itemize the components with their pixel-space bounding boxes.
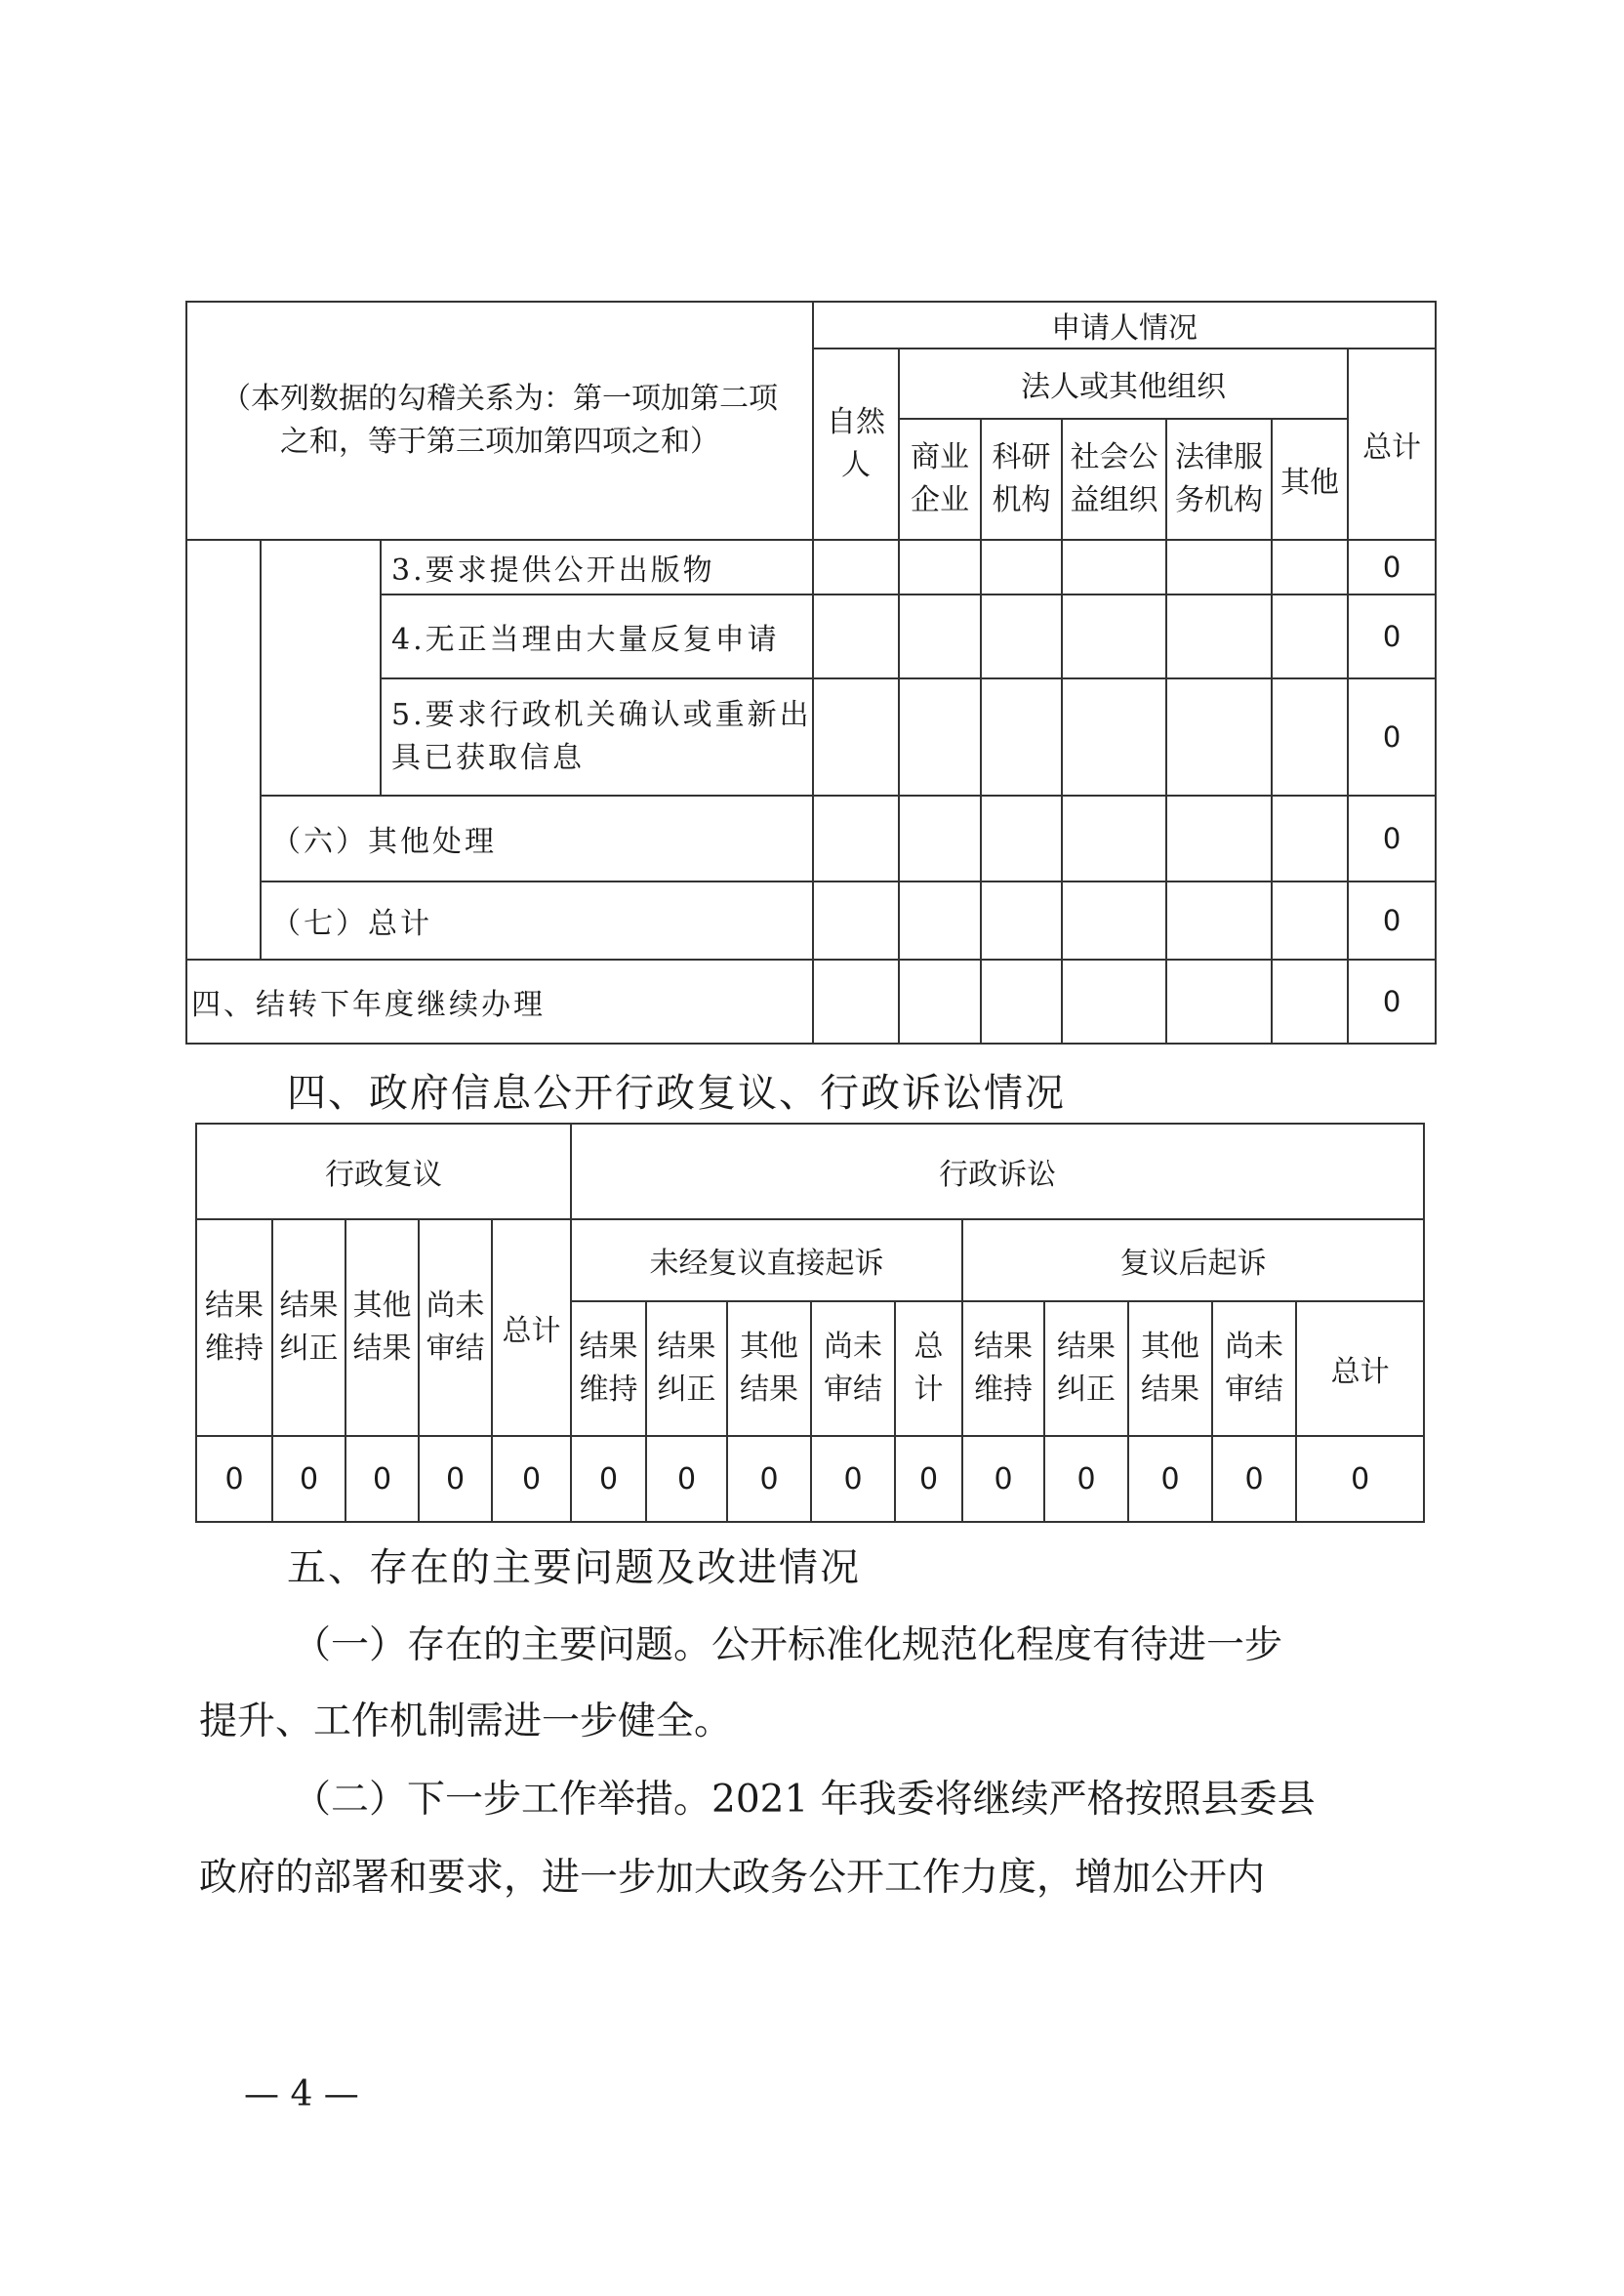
table-row xyxy=(196,1436,1424,1522)
paragraph-line: （二）下一步工作举措。2021 年我委将继续严格按照县委县 xyxy=(293,1778,1316,1822)
col-header: 结果 纠正 xyxy=(1044,1301,1128,1436)
value-cell: 0 xyxy=(962,1436,1044,1522)
col-header: 商业 企业 xyxy=(899,419,981,540)
col-header: 尚未 审结 xyxy=(811,1301,895,1436)
row-total: 0 xyxy=(1348,540,1436,594)
section5-heading: 五、存在的主要问题及改进情况 xyxy=(287,1545,861,1590)
row-total: 0 xyxy=(1348,960,1436,1044)
value-cell: 0 xyxy=(895,1436,962,1522)
col-header: 结果 维持 xyxy=(196,1219,272,1436)
col-header: 其他 结果 xyxy=(345,1219,419,1436)
table-row xyxy=(186,540,1436,594)
col-header: 其他 xyxy=(1272,419,1348,540)
col-header: 结果 纠正 xyxy=(272,1219,345,1436)
paragraph-line: （一）存在的主要问题。公开标准化规范化程度有待进一步 xyxy=(293,1623,1283,1667)
col-header: 其他 结果 xyxy=(727,1301,811,1436)
paragraph-line: 提升、工作机制需进一步健全。 xyxy=(199,1700,733,1743)
natural-person-header: 自然 人 xyxy=(813,348,899,540)
value-cell: 0 xyxy=(811,1436,895,1522)
paragraph-line: 政府的部署和要求，进一步加大政务公开工作力度，增加公开内 xyxy=(199,1856,1266,1900)
section4-heading: 四、政府信息公开行政复议、行政诉讼情况 xyxy=(287,1071,1066,1116)
applicant-header: 申请人情况 xyxy=(813,302,1436,348)
col-header: 其他 结果 xyxy=(1128,1301,1212,1436)
value-cell: 0 xyxy=(272,1436,345,1522)
value-cell: 0 xyxy=(1212,1436,1296,1522)
col-header: 社会公 益组织 xyxy=(1062,419,1166,540)
legal-org-header: 法人或其他组织 xyxy=(899,348,1348,419)
row-label: （六）其他处理 xyxy=(261,796,813,882)
col-header: 结果 维持 xyxy=(962,1301,1044,1436)
total-header: 总计 xyxy=(1348,348,1436,540)
value-cell: 0 xyxy=(345,1436,419,1522)
value-cell: 0 xyxy=(727,1436,811,1522)
row-label: 5.要求行政机关确认或重新出 具已获取信息 xyxy=(381,678,813,796)
row-total: 0 xyxy=(1348,882,1436,960)
col-header: 总计 xyxy=(1296,1301,1424,1436)
col-header: 科研 机构 xyxy=(981,419,1062,540)
review-litigation-table xyxy=(195,1123,1425,1523)
value-cell: 0 xyxy=(646,1436,727,1522)
value-cell: 0 xyxy=(1128,1436,1212,1522)
col-header: 总计 xyxy=(492,1219,571,1436)
value-cell: 0 xyxy=(419,1436,492,1522)
col-header: 总 计 xyxy=(895,1301,962,1436)
col-header: 结果 维持 xyxy=(571,1301,646,1436)
review-header: 行政复议 xyxy=(196,1124,571,1219)
col-header: 尚未 审结 xyxy=(419,1219,492,1436)
row-total: 0 xyxy=(1348,796,1436,882)
table-row xyxy=(186,796,1436,882)
table-row xyxy=(186,882,1436,960)
page-number: — 4 — xyxy=(244,2074,359,2114)
after-review-header: 复议后起诉 xyxy=(962,1219,1424,1301)
row-total: 0 xyxy=(1348,594,1436,678)
col-header: 结果 纠正 xyxy=(646,1301,727,1436)
direct-suit-header: 未经复议直接起诉 xyxy=(571,1219,962,1301)
row-label: 3.要求提供公开出版物 xyxy=(381,540,813,594)
col-header: 法律服 务机构 xyxy=(1166,419,1272,540)
value-cell: 0 xyxy=(1044,1436,1128,1522)
col-header: 尚未 审结 xyxy=(1212,1301,1296,1436)
value-cell: 0 xyxy=(1296,1436,1424,1522)
row-label: 4.无正当理由大量反复申请 xyxy=(381,594,813,678)
table-row xyxy=(186,960,1436,1044)
litigation-header: 行政诉讼 xyxy=(571,1124,1424,1219)
value-cell: 0 xyxy=(571,1436,646,1522)
header-note: （本列数据的勾稽关系为：第一项加第二项 之和，等于第三项加第四项之和） xyxy=(186,302,813,540)
row-total: 0 xyxy=(1348,678,1436,796)
row-label: 四、结转下年度继续办理 xyxy=(186,960,813,1044)
value-cell: 0 xyxy=(196,1436,272,1522)
row-label: （七）总计 xyxy=(261,882,813,960)
applicant-stats-table xyxy=(185,301,1437,1045)
value-cell: 0 xyxy=(492,1436,571,1522)
